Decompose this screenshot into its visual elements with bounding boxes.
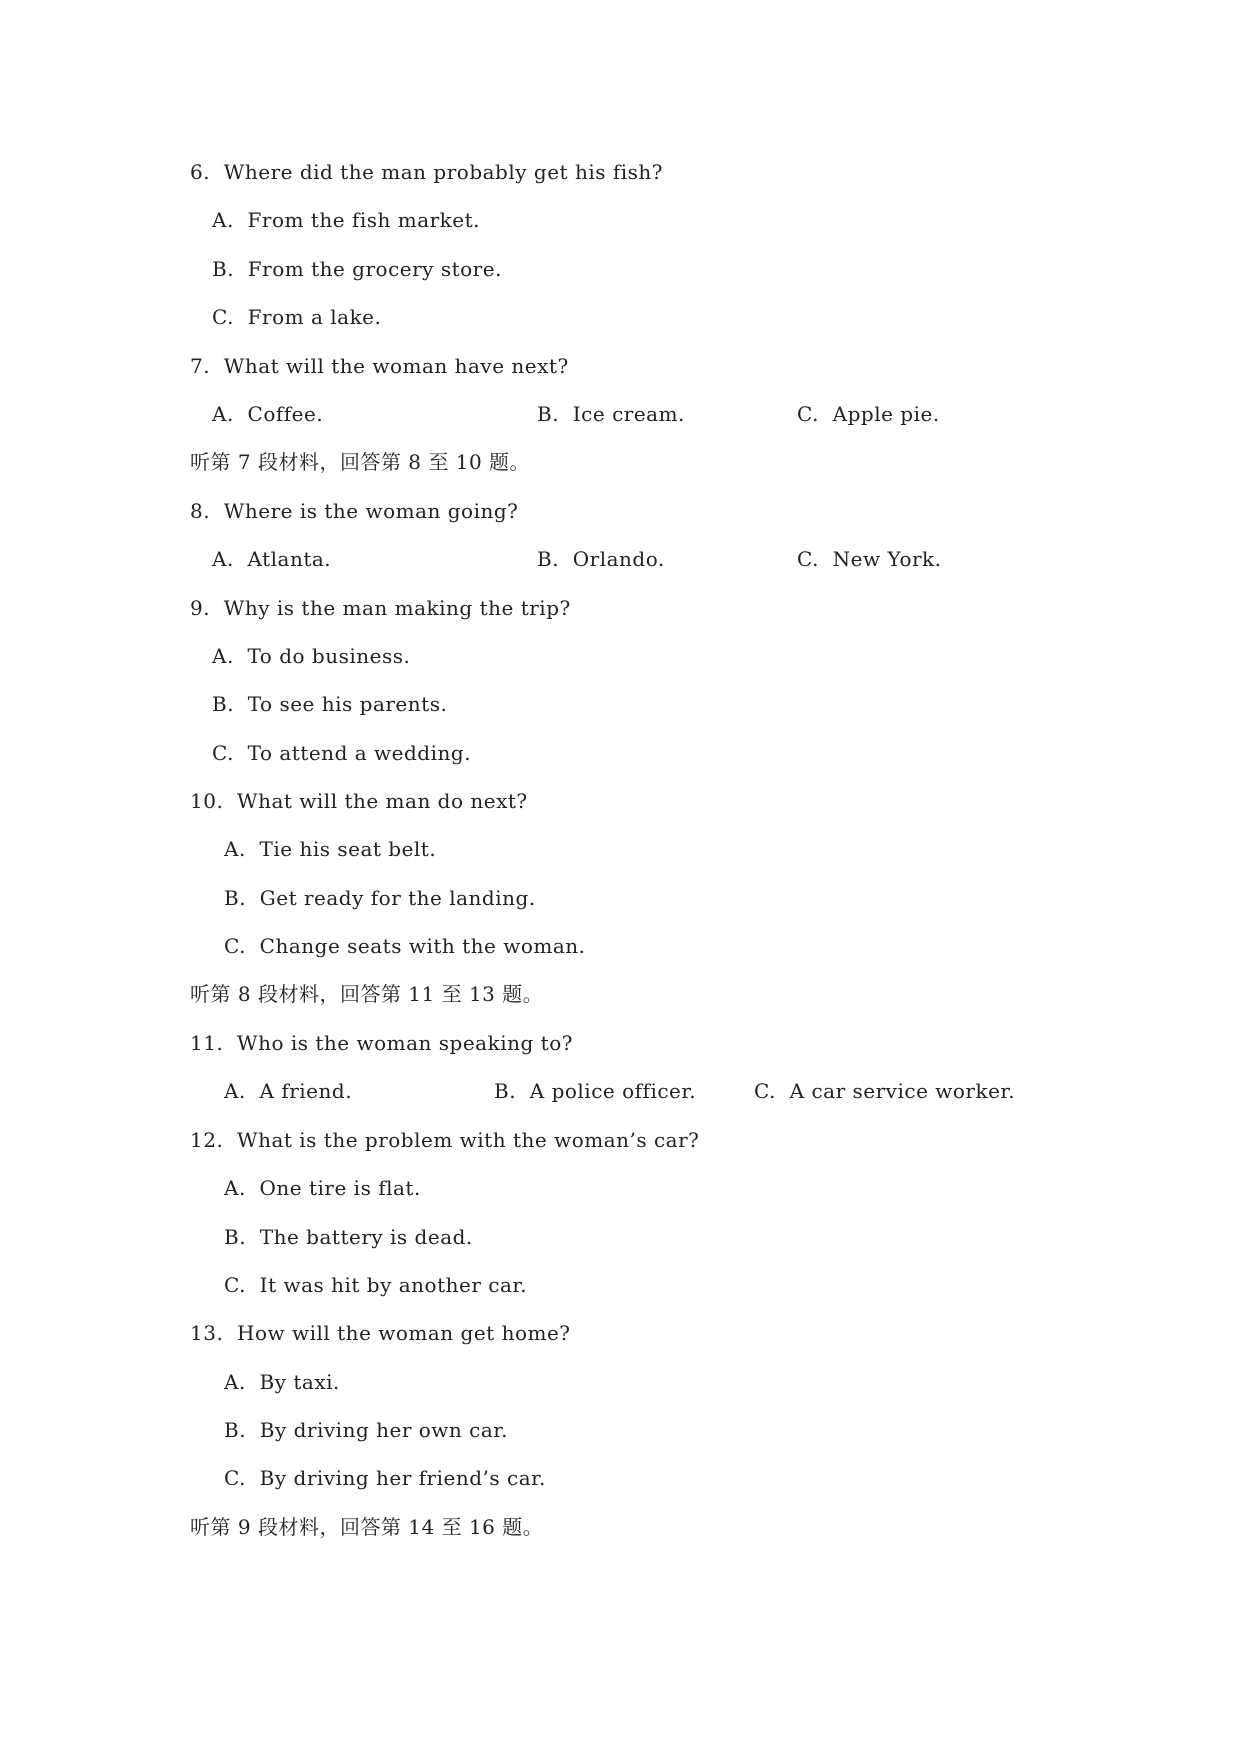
q6-option-c: C. From a lake. xyxy=(212,305,382,329)
q6-option-b: B. From the grocery store. xyxy=(212,257,502,281)
q12-option-c: C. It was hit by another car. xyxy=(224,1273,528,1297)
q13-option-a: A. By taxi. xyxy=(224,1370,340,1394)
question-6: 6. Where did the man probably get his fish? xyxy=(190,160,664,184)
q13-option-c: C. By driving her friend’s car. xyxy=(224,1466,546,1490)
question-10: 10. What will the man do next? xyxy=(190,789,528,813)
q13-option-b: B. By driving her own car. xyxy=(224,1418,508,1442)
q10-option-b: B. Get ready for the landing. xyxy=(224,886,536,910)
section-note-9: 听第 9 段材料，回答第 14 至 16 题。 xyxy=(190,1515,544,1539)
question-7: 7. What will the woman have next? xyxy=(190,354,569,378)
q8-option-a: A. Atlanta. xyxy=(212,547,332,571)
q8-option-b: B. Orlando. xyxy=(537,547,665,571)
q10-option-c: C. Change seats with the woman. xyxy=(224,934,586,958)
question-13: 13. How will the woman get home? xyxy=(190,1321,571,1345)
q7-option-c: C. Apple pie. xyxy=(797,402,940,426)
question-12: 12. What is the problem with the woman’s car? xyxy=(190,1128,700,1152)
q11-option-b: B. A police officer. xyxy=(494,1079,697,1103)
q10-option-a: A. Tie his seat belt. xyxy=(224,837,437,861)
q12-option-a: A. One tire is flat. xyxy=(224,1176,421,1200)
section-note-7: 听第 7 段材料，回答第 8 至 10 题。 xyxy=(190,450,531,474)
question-9: 9. Why is the man making the trip? xyxy=(190,596,571,620)
q7-option-b: B. Ice cream. xyxy=(537,402,685,426)
q11-option-a: A. A friend. xyxy=(224,1079,353,1103)
q11-option-c: C. A car service worker. xyxy=(754,1079,1016,1103)
question-8: 8. Where is the woman going? xyxy=(190,499,519,523)
q7-option-a: A. Coffee. xyxy=(212,402,324,426)
q6-option-a: A. From the fish market. xyxy=(212,208,481,232)
section-note-8: 听第 8 段材料，回答第 11 至 13 题。 xyxy=(190,982,544,1006)
q9-option-a: A. To do business. xyxy=(212,644,411,668)
q12-option-b: B. The battery is dead. xyxy=(224,1225,473,1249)
q9-option-b: B. To see his parents. xyxy=(212,692,448,716)
q9-option-c: C. To attend a wedding. xyxy=(212,741,472,765)
question-11: 11. Who is the woman speaking to? xyxy=(190,1031,573,1055)
q8-option-c: C. New York. xyxy=(797,547,942,571)
